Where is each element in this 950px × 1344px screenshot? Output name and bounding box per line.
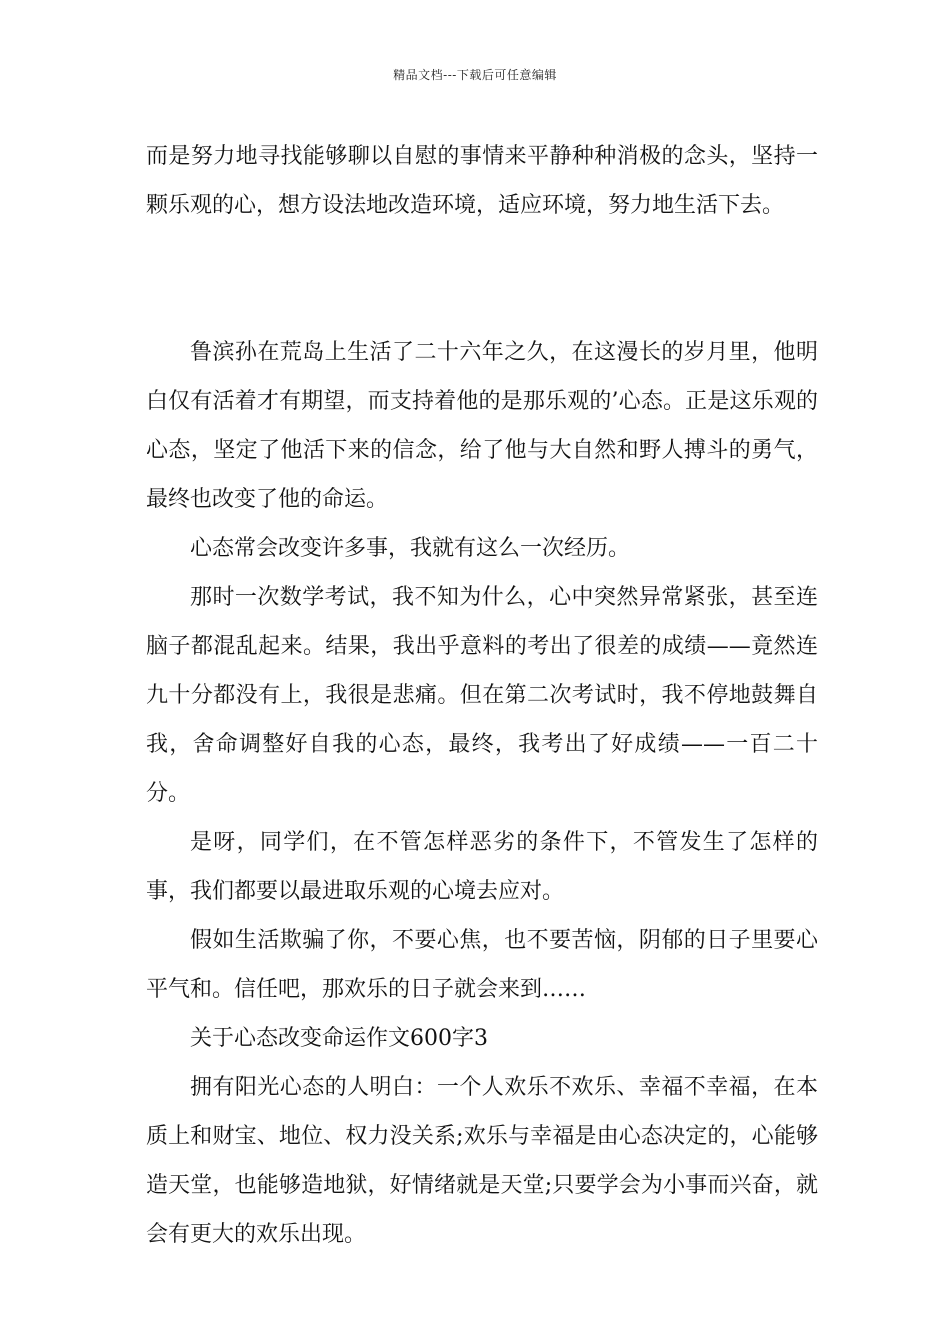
paragraph-5: 是呀，同学们，在不管怎样恶劣的条件下，不管发生了怎样的事，我们都要以最进取乐观的心境去应对。 (146, 830, 818, 904)
page-header: 精品文档---下载后可任意编辑 (393, 68, 557, 82)
section-heading: 关于心态改变命运作文600字3 (190, 1026, 488, 1051)
paragraph-7: 拥有阳光心态的人明白：一个人欢乐不欢乐、幸福不幸福，在本质上和财宝、地位、权力没关系;欢乐与幸福是由心态决定的，心能够造天堂，也能够造地狱，好情绪就是天堂;只要学会为小事而兴奋，就会有更大的欢乐出现。 (146, 1075, 818, 1247)
paragraph-4: 那时一次数学考试，我不知为什么，心中突然异常紧张，甚至连脑子都混乱起来。结果，我出乎意料的考出了很差的成绩——竟然连九十分都没有上，我很是悲痛。但在第二次考试时，我不停地鼓舞自我，舍命调整好自我的心态，最终，我考出了好成绩——一百二十分。 (146, 585, 818, 806)
document-body (146, 132, 818, 1259)
paragraph-3: 心态常会改变许多事，我就有这么一次经历。 (190, 536, 631, 561)
paragraph-2: 鲁滨孙在荒岛上生活了二十六年之久，在这漫长的岁月里，他明白仅有活着才有期望，而支持着他的是那乐观的’心态。正是这乐观的心态，坚定了他活下来的信念，给了他与大自然和野人搏斗的勇气，最终也改变了他的命运。 (146, 340, 818, 512)
paragraph-6: 假如生活欺骗了你，不要心焦，也不要苦恼，阴郁的日子里要心平气和。信任吧，那欢乐的日子就会来到…… (146, 928, 818, 1002)
paragraph-spacer (146, 230, 818, 328)
paragraph-1: 而是努力地寻找能够聊以自慰的事情来平静种种消极的念头，坚持一颗乐观的心，想方设法地改造环境，适应环境，努力地生活下去。 (146, 144, 818, 218)
